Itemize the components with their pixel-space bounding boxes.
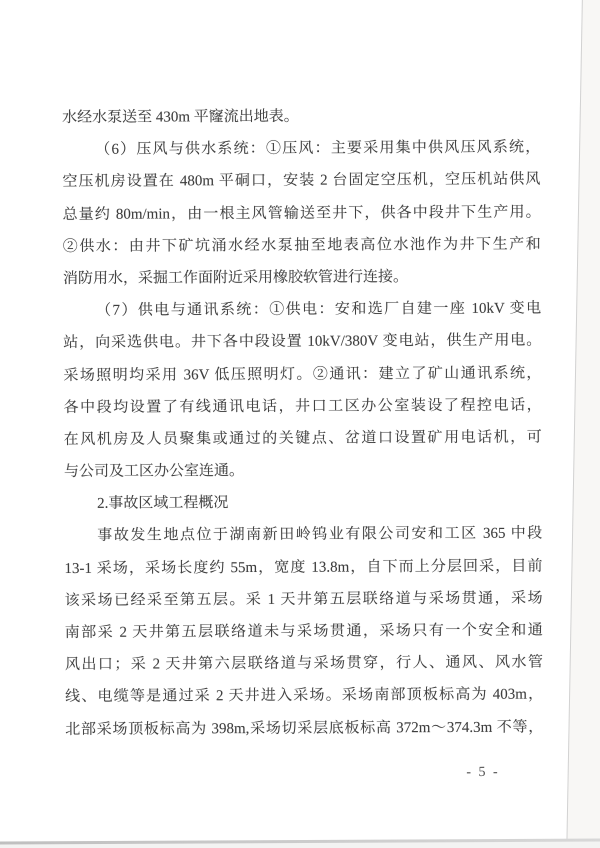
text-line: 该采场已经采至第五层。采 1 天井第五层联络道与采场贯通，采场 — [64, 590, 543, 609]
document-text — [62, 99, 543, 745]
text-line: 水经水泵送至 430m 平窿流出地表。 — [62, 108, 299, 126]
text-line: 北部采场顶板标高为 398m,采场切采层底板标高 372m～374.3m 不等， — [65, 719, 544, 738]
text-line: （7）供电与通讯系统：①供电：安和选厂自建一座 10kV 变电 — [96, 300, 542, 319]
scan-edge-right — [566, 0, 600, 848]
text-line: 站，向采选供电。井下各中段设置 10kV/380V 变电站，供生产用电。 — [63, 332, 542, 352]
text-line: 总量约 80m/min，由一根主风管输送至井下，供各中段井下生产用。 — [62, 204, 541, 223]
page-number: - 5 - — [466, 764, 500, 781]
text-line: 空压机房设置在 480m 平硐口，安装 2 台固定空压机，空压机站供风 — [62, 171, 541, 191]
text-line: 事故发生地点位于湖南新田岭钨业有限公司安和工区 365 中段 — [97, 525, 543, 545]
text-line: 消防用水，采掘工作面附近采用橡胶软管进行连接。 — [62, 269, 408, 287]
text-line: 南部采 2 天井第五层联络道未与采场贯通，采场只有一个安全和通 — [64, 622, 543, 641]
text-line: 采场照明均采用 36V 低压照明灯。②通讯：建立了矿山通讯系统， — [63, 364, 542, 384]
text-line: 线、电缆等是通过采 2 天井进入采场。采场南部顶板标高为 403m， — [65, 686, 544, 706]
text-line: 各中段均设置了有线通讯电话，井口工区办公室装设了程控电话， — [63, 397, 542, 416]
text-line: ②供水：由井下矿坑涌水经水泵抽至地表高位水池作为井下生产和 — [62, 236, 541, 255]
section-heading: 2.事故区域工程概况 — [97, 495, 229, 513]
text-line: 在风机房及人员聚集或通过的关键点、岔道口设置矿用电话机，可 — [63, 429, 542, 448]
text-line: （6）压风与供水系统：①压风：主要采用集中供风压风系统， — [95, 139, 541, 159]
text-line: 13-1 采场，采场长度约 55m，宽度 13.8m，自下而上分层回采，目前 — [64, 558, 543, 577]
text-line: 与公司及工区办公室连通。 — [63, 463, 244, 481]
text-line: 风出口；采 2 天井第六层联络道与采场贯穿，行人、通风、风水管 — [64, 654, 543, 674]
